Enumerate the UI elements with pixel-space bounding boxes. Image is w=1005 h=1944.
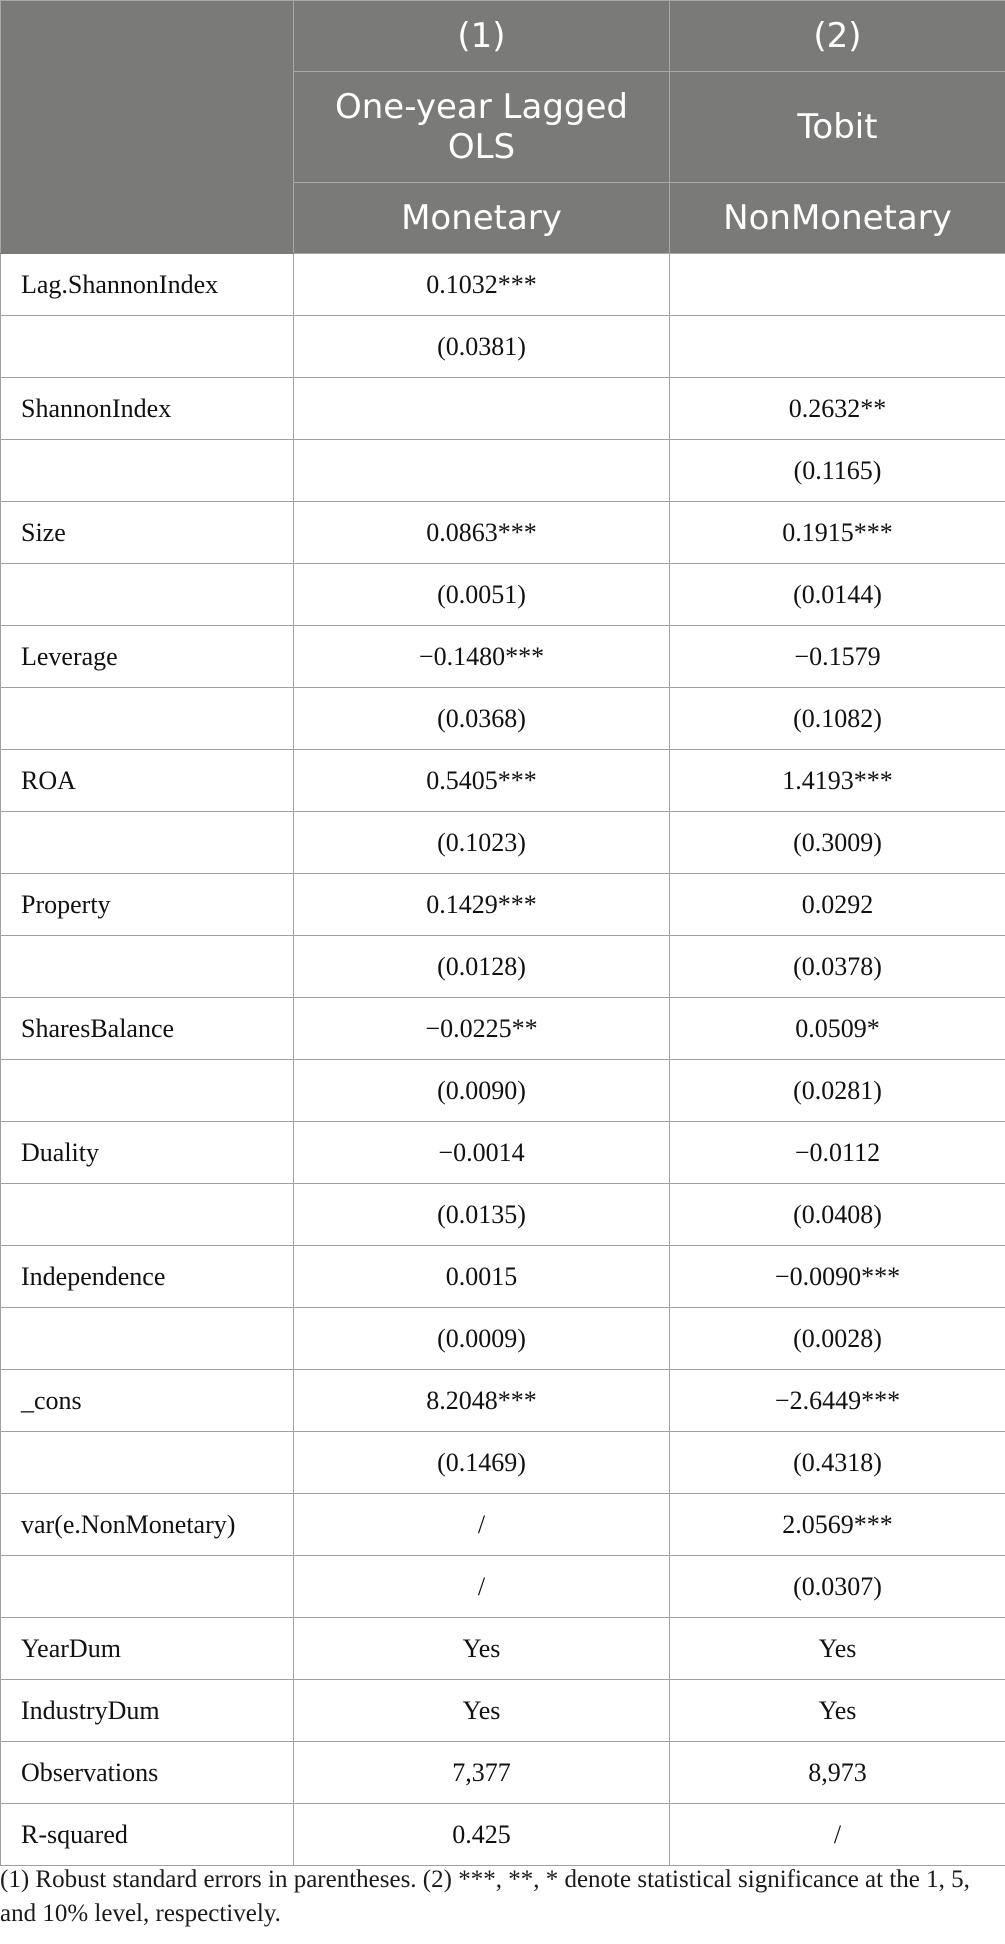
variable-cell: SharesBalance: [1, 998, 294, 1060]
col2-value-cell: (0.0378): [670, 936, 1005, 998]
variable-cell: Duality: [1, 1122, 294, 1184]
variable-cell: R-squared: [1, 1804, 294, 1866]
col1-value-cell: 0.5405***: [294, 750, 670, 812]
table-header: [1, 1, 1005, 254]
table-row: [1, 440, 1005, 502]
col2-model: Tobit: [670, 72, 1005, 183]
variable-cell: [1, 1556, 294, 1618]
col2-value-cell: (0.0281): [670, 1060, 1005, 1122]
col1-value-cell: (0.0135): [294, 1184, 670, 1246]
col2-value-cell: −0.0090***: [670, 1246, 1005, 1308]
variable-cell: [1, 812, 294, 874]
col1-value-cell: (0.1469): [294, 1432, 670, 1494]
variable-cell: [1, 1308, 294, 1370]
col1-value-cell: (0.0128): [294, 936, 670, 998]
table-row: [1, 564, 1005, 626]
table-row: [1, 1370, 1005, 1432]
variable-cell: [1, 440, 294, 502]
variable-cell: Independence: [1, 1246, 294, 1308]
col1-value-cell: (0.0368): [294, 688, 670, 750]
variable-cell: ShannonIndex: [1, 378, 294, 440]
col1-value-cell: Yes: [294, 1680, 670, 1742]
variable-cell: [1, 688, 294, 750]
variable-cell: Property: [1, 874, 294, 936]
table-row: [1, 626, 1005, 688]
table-row: [1, 1122, 1005, 1184]
col2-value-cell: (0.0408): [670, 1184, 1005, 1246]
table-row: [1, 254, 1005, 316]
variable-cell: YearDum: [1, 1618, 294, 1680]
col1-value-cell: (0.0009): [294, 1308, 670, 1370]
table-row: [1, 1556, 1005, 1618]
table-row: [1, 750, 1005, 812]
col1-model: One-year Lagged OLS: [294, 72, 670, 183]
col2-value-cell: (0.1165): [670, 440, 1005, 502]
col2-value-cell: −0.0112: [670, 1122, 1005, 1184]
table-footnote: (1) Robust standard errors in parentheses. (2) ***, **, * denote statistical significance at the 1, 5, and 10% level, respectively.: [0, 1866, 970, 1927]
col2-value-cell: (0.4318): [670, 1432, 1005, 1494]
col1-value-cell: [294, 378, 670, 440]
variable-cell: [1, 936, 294, 998]
col1-value-cell: [294, 440, 670, 502]
table-row: [1, 998, 1005, 1060]
col1-value-cell: /: [294, 1494, 670, 1556]
col2-value-cell: (0.3009): [670, 812, 1005, 874]
col2-value-cell: 2.0569***: [670, 1494, 1005, 1556]
table-row: [1, 502, 1005, 564]
col2-dependent: NonMonetary: [670, 183, 1005, 254]
col1-number: (1): [294, 1, 670, 72]
col2-value-cell: Yes: [670, 1680, 1005, 1742]
col1-value-cell: 8.2048***: [294, 1370, 670, 1432]
col1-value-cell: (0.0090): [294, 1060, 670, 1122]
table-row: [1, 1060, 1005, 1122]
col1-value-cell: (0.0381): [294, 316, 670, 378]
table-row: [1, 1680, 1005, 1742]
col1-value-cell: 0.0015: [294, 1246, 670, 1308]
col2-value-cell: −0.1579: [670, 626, 1005, 688]
col1-value-cell: 7,377: [294, 1742, 670, 1804]
variable-cell: Leverage: [1, 626, 294, 688]
col1-value-cell: 0.425: [294, 1804, 670, 1866]
col1-dependent: Monetary: [294, 183, 670, 254]
col1-value-cell: −0.0014: [294, 1122, 670, 1184]
col2-value-cell: 0.2632**: [670, 378, 1005, 440]
col1-value-cell: 0.1429***: [294, 874, 670, 936]
col2-value-cell: 8,973: [670, 1742, 1005, 1804]
col2-value-cell: /: [670, 1804, 1005, 1866]
table-row: [1, 1494, 1005, 1556]
variable-cell: [1, 564, 294, 626]
variable-cell: ROA: [1, 750, 294, 812]
table-row: [1, 1804, 1005, 1866]
variable-cell: [1, 1432, 294, 1494]
table-row: [1, 688, 1005, 750]
table-row: [1, 936, 1005, 998]
variable-cell: Size: [1, 502, 294, 564]
table-row: [1, 874, 1005, 936]
table-row: [1, 378, 1005, 440]
col2-value-cell: Yes: [670, 1618, 1005, 1680]
variable-cell: var(e.NonMonetary): [1, 1494, 294, 1556]
table-row: [1, 316, 1005, 378]
col1-value-cell: −0.0225**: [294, 998, 670, 1060]
col1-value-cell: 0.1032***: [294, 254, 670, 316]
col1-value-cell: −0.1480***: [294, 626, 670, 688]
col2-value-cell: [670, 254, 1005, 316]
table-row: [1, 1742, 1005, 1804]
col2-value-cell: 0.1915***: [670, 502, 1005, 564]
col2-value-cell: 1.4193***: [670, 750, 1005, 812]
col1-value-cell: Yes: [294, 1618, 670, 1680]
col2-value-cell: 0.0509*: [670, 998, 1005, 1060]
table-row: [1, 1246, 1005, 1308]
col2-number: (2): [670, 1, 1005, 72]
col2-value-cell: (0.1082): [670, 688, 1005, 750]
col2-value-cell: [670, 316, 1005, 378]
header-corner: [1, 1, 294, 254]
col1-value-cell: 0.0863***: [294, 502, 670, 564]
table-row: [1, 1432, 1005, 1494]
col2-value-cell: 0.0292: [670, 874, 1005, 936]
col2-value-cell: (0.0144): [670, 564, 1005, 626]
col2-value-cell: (0.0307): [670, 1556, 1005, 1618]
variable-cell: IndustryDum: [1, 1680, 294, 1742]
variable-cell: _cons: [1, 1370, 294, 1432]
table-body: [1, 254, 1005, 1866]
table-row: [1, 812, 1005, 874]
col2-value-cell: (0.0028): [670, 1308, 1005, 1370]
table-row: [1, 1308, 1005, 1370]
variable-cell: [1, 1184, 294, 1246]
col2-value-cell: −2.6449***: [670, 1370, 1005, 1432]
col1-value-cell: (0.1023): [294, 812, 670, 874]
col1-value-cell: (0.0051): [294, 564, 670, 626]
variable-cell: Observations: [1, 1742, 294, 1804]
table-row: [1, 1184, 1005, 1246]
variable-cell: Lag.ShannonIndex: [1, 254, 294, 316]
variable-cell: [1, 1060, 294, 1122]
variable-cell: [1, 316, 294, 378]
table-row: [1, 1618, 1005, 1680]
col1-value-cell: /: [294, 1556, 670, 1618]
